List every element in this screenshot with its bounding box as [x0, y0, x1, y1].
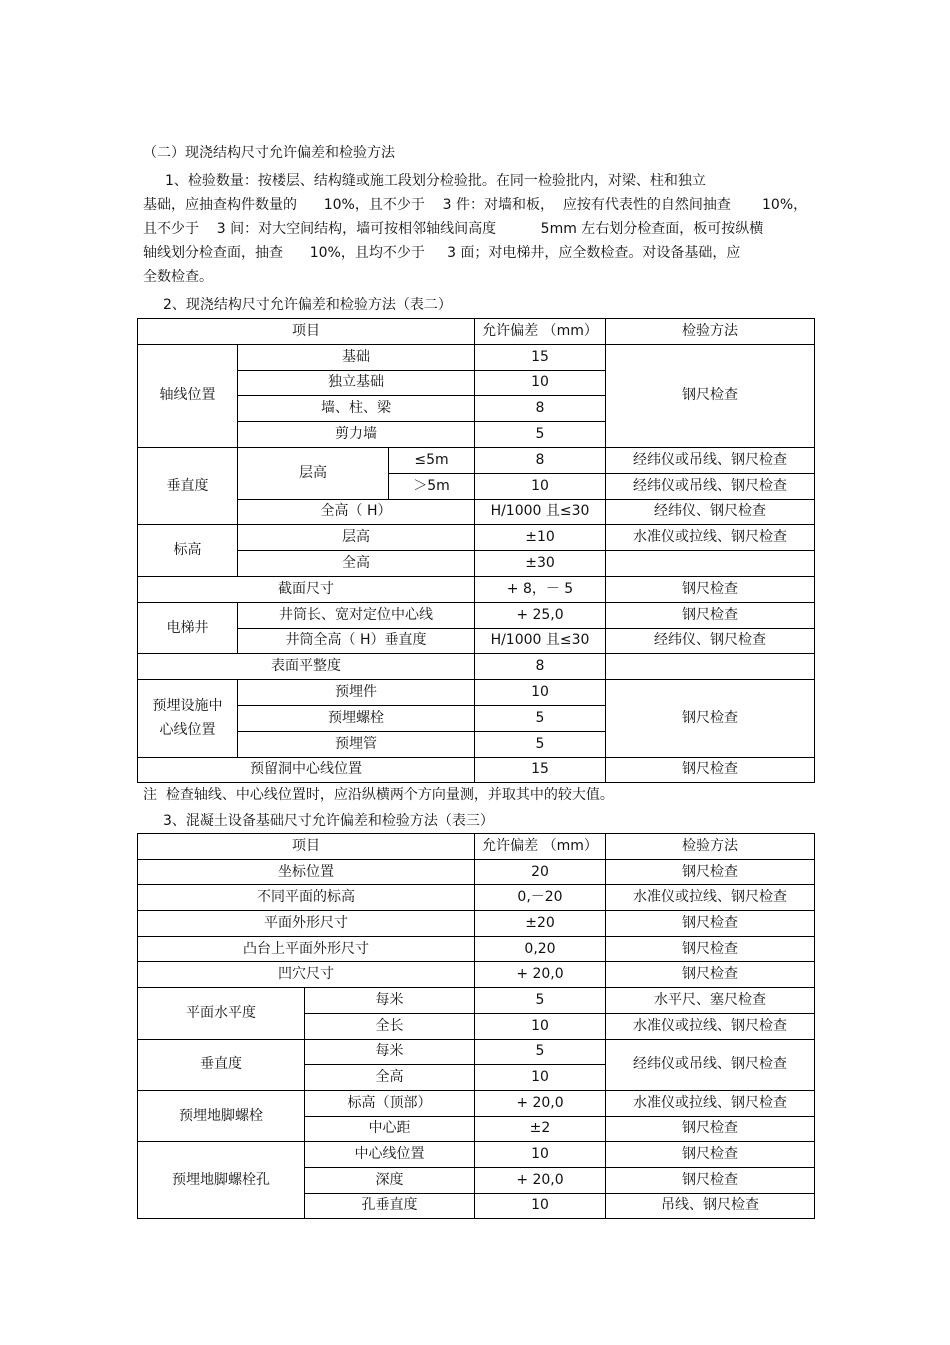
- method-cell: 钢尺检查: [606, 911, 815, 937]
- value-cell: H/1000 且≤30: [475, 499, 606, 525]
- header-tolerance: 允许偏差 （mm）: [475, 834, 606, 860]
- header-tolerance: 允许偏差 （mm）: [475, 319, 606, 345]
- table-row: [138, 602, 815, 628]
- table2: [137, 318, 815, 783]
- method-cell: 经纬仪或吊线、钢尺检查: [606, 1039, 815, 1090]
- group-label-vertical: 垂直度: [138, 1039, 305, 1090]
- paragraph-line: 1、检验数量：按楼层、结构缝或施工段划分检验批。在同一检验批内，对梁、柱和独立: [165, 173, 706, 189]
- value-cell: 10: [475, 1013, 606, 1039]
- table2-caption: 2、现浇结构尺寸允许偏差和检验方法（表二）: [163, 297, 452, 313]
- method-cell: 钢尺检查: [606, 936, 815, 962]
- value-cell: 8: [475, 447, 606, 473]
- method-cell: 吊线、钢尺检查: [606, 1193, 815, 1219]
- item-cell: 井筒长、宽对定位中心线: [238, 602, 475, 628]
- table2-note: 注 检查轴线、中心线位置时，应沿纵横两个方向量测，并取其中的较大值。: [143, 787, 614, 803]
- method-cell: 钢尺检查: [606, 1116, 815, 1142]
- table-row: [138, 859, 815, 885]
- item-cell: 独立基础: [238, 370, 475, 396]
- value-cell: 8: [475, 396, 606, 422]
- paragraph-line: 全数检查。: [143, 269, 213, 285]
- value-cell: ±20: [475, 911, 606, 937]
- value-cell: ±30: [475, 551, 606, 577]
- item-cell: 预埋螺栓: [238, 705, 475, 731]
- header-item: 项目: [138, 319, 475, 345]
- value-cell: 10: [475, 1193, 606, 1219]
- paragraph-line: 基础，应抽查构件数量的 10%，且不少于 3 件：对墙和板， 应按有代表性的自然间抽查 10%，: [143, 197, 808, 213]
- method-cell: 钢尺检查: [606, 859, 815, 885]
- table-row: [138, 988, 815, 1014]
- value-cell: 5: [475, 705, 606, 731]
- item-cell: 平面外形尺寸: [138, 911, 475, 937]
- table-header-row: [138, 319, 815, 345]
- item-cell: 凹穴尺寸: [138, 962, 475, 988]
- value-cell: 20: [475, 859, 606, 885]
- item-cell: 孔垂直度: [305, 1193, 475, 1219]
- value-cell: + 20,0: [475, 962, 606, 988]
- paragraph-line: 轴线划分检查面，抽查 10%，且均不少于 3 面；对电梯井，应全数检查。对设备基础，应: [143, 245, 741, 261]
- table-row: [138, 576, 815, 602]
- table-row: [138, 628, 815, 654]
- group-label-bolt-hole: 预埋地脚螺栓孔: [138, 1142, 305, 1219]
- value-cell: 10: [475, 1142, 606, 1168]
- item-cell: 每米: [305, 1039, 475, 1065]
- item-cell: 全高（ H）: [238, 499, 475, 525]
- table-row: [138, 447, 815, 473]
- method-cell: 钢尺检查: [606, 1167, 815, 1193]
- item-cell: 不同平面的标高: [138, 885, 475, 911]
- value-cell: 5: [475, 1039, 606, 1065]
- method-cell: 钢尺检查: [606, 344, 815, 447]
- item-cell: 全高: [305, 1065, 475, 1091]
- table-row: [138, 344, 815, 370]
- group-label-level: 平面水平度: [138, 988, 305, 1039]
- item-cell: 预留洞中心线位置: [138, 757, 475, 783]
- item-cell: 全高: [238, 551, 475, 577]
- group-label-elevation: 标高: [138, 525, 238, 577]
- item-cell: 中心距: [305, 1116, 475, 1142]
- method-cell: 经纬仪、钢尺检查: [606, 628, 815, 654]
- table-header-row: [138, 834, 815, 860]
- item-cell: 井筒全高（ H）垂直度: [238, 628, 475, 654]
- paragraph-line: 且不少于 3 间：对大空间结构，墙可按相邻轴线间高度 5mm 左右划分检查面，板可按纵横: [143, 221, 764, 237]
- table-row: [138, 1090, 815, 1116]
- table-row: [138, 1039, 815, 1065]
- item-cell: 凸台上平面外形尺寸: [138, 936, 475, 962]
- value-cell: 8: [475, 654, 606, 680]
- group-label-bolt: 预埋地脚螺栓: [138, 1090, 305, 1141]
- condition-cell: ≤5m: [389, 447, 475, 473]
- table3-caption: 3、混凝土设备基础尺寸允许偏差和检验方法（表三）: [163, 813, 494, 829]
- label-line: 心线位置: [159, 722, 216, 739]
- table-row: [138, 499, 815, 525]
- value-cell: 0,20: [475, 936, 606, 962]
- method-cell: 钢尺检查: [606, 680, 815, 757]
- method-cell: 水准仪或拉线、钢尺检查: [606, 885, 815, 911]
- table-row: [138, 962, 815, 988]
- table-row: [138, 911, 815, 937]
- item-cell: 层高: [238, 525, 475, 551]
- table-row: [138, 936, 815, 962]
- item-cell: 中心线位置: [305, 1142, 475, 1168]
- item-cell: 预埋件: [238, 680, 475, 706]
- header-method: 检验方法: [606, 834, 815, 860]
- value-cell: + 25,0: [475, 602, 606, 628]
- table3: [137, 833, 815, 1219]
- method-cell: 水准仪或拉线、钢尺检查: [606, 1090, 815, 1116]
- value-cell: ±2: [475, 1116, 606, 1142]
- table-row: [138, 1142, 815, 1168]
- header-item: 项目: [138, 834, 475, 860]
- item-cell: 表面平整度: [138, 654, 475, 680]
- table-row: [138, 885, 815, 911]
- method-cell: 经纬仪或吊线、钢尺检查: [606, 473, 815, 499]
- label-line: 预埋设施中: [152, 698, 223, 715]
- table-row: [138, 654, 815, 680]
- group-label-vertical: 垂直度: [138, 447, 238, 524]
- value-cell: 10: [475, 1065, 606, 1091]
- item-cell: 每米: [305, 988, 475, 1014]
- item-cell: 预埋管: [238, 731, 475, 757]
- table-row: [138, 551, 815, 577]
- method-cell: 经纬仪、钢尺检查: [606, 499, 815, 525]
- value-cell: 10: [475, 680, 606, 706]
- method-cell: 钢尺检查: [606, 602, 815, 628]
- value-cell: ±10: [475, 525, 606, 551]
- method-cell: [606, 654, 815, 680]
- group-label-elevator: 电梯井: [138, 602, 238, 654]
- method-cell: 水准仪或拉线、钢尺检查: [606, 525, 815, 551]
- value-cell: 15: [475, 344, 606, 370]
- method-cell: 经纬仪或吊线、钢尺检查: [606, 447, 815, 473]
- value-cell: + 20,0: [475, 1090, 606, 1116]
- value-cell: 5: [475, 988, 606, 1014]
- method-cell: [606, 551, 815, 577]
- table-row: [138, 680, 815, 706]
- group-label-axis: 轴线位置: [138, 344, 238, 447]
- group-label-embedded: [138, 680, 238, 757]
- value-cell: 10: [475, 473, 606, 499]
- value-cell: 5: [475, 422, 606, 448]
- item-cell: 标高（顶部）: [305, 1090, 475, 1116]
- condition-cell: ＞5m: [389, 473, 475, 499]
- sub-label-floor: 层高: [238, 447, 389, 499]
- value-cell: + 8，－ 5: [475, 576, 606, 602]
- item-cell: 截面尺寸: [138, 576, 475, 602]
- value-cell: 5: [475, 731, 606, 757]
- value-cell: 0,－20: [475, 885, 606, 911]
- method-cell: 水准仪或拉线、钢尺检查: [606, 1013, 815, 1039]
- section-heading: （二）现浇结构尺寸允许偏差和检验方法: [143, 145, 395, 161]
- item-cell: 深度: [305, 1167, 475, 1193]
- item-cell: 剪力墙: [238, 422, 475, 448]
- value-cell: 10: [475, 370, 606, 396]
- method-cell: 水平尺、塞尺检查: [606, 988, 815, 1014]
- item-cell: 坐标位置: [138, 859, 475, 885]
- method-cell: 钢尺检查: [606, 576, 815, 602]
- value-cell: + 20,0: [475, 1167, 606, 1193]
- header-method: 检验方法: [606, 319, 815, 345]
- value-cell: 15: [475, 757, 606, 783]
- item-cell: 基础: [238, 344, 475, 370]
- item-cell: 墙、柱、梁: [238, 396, 475, 422]
- table-row: [138, 757, 815, 783]
- value-cell: H/1000 且≤30: [475, 628, 606, 654]
- table-row: [138, 525, 815, 551]
- method-cell: 钢尺检查: [606, 962, 815, 988]
- method-cell: 钢尺检查: [606, 757, 815, 783]
- item-cell: 全长: [305, 1013, 475, 1039]
- method-cell: 钢尺检查: [606, 1142, 815, 1168]
